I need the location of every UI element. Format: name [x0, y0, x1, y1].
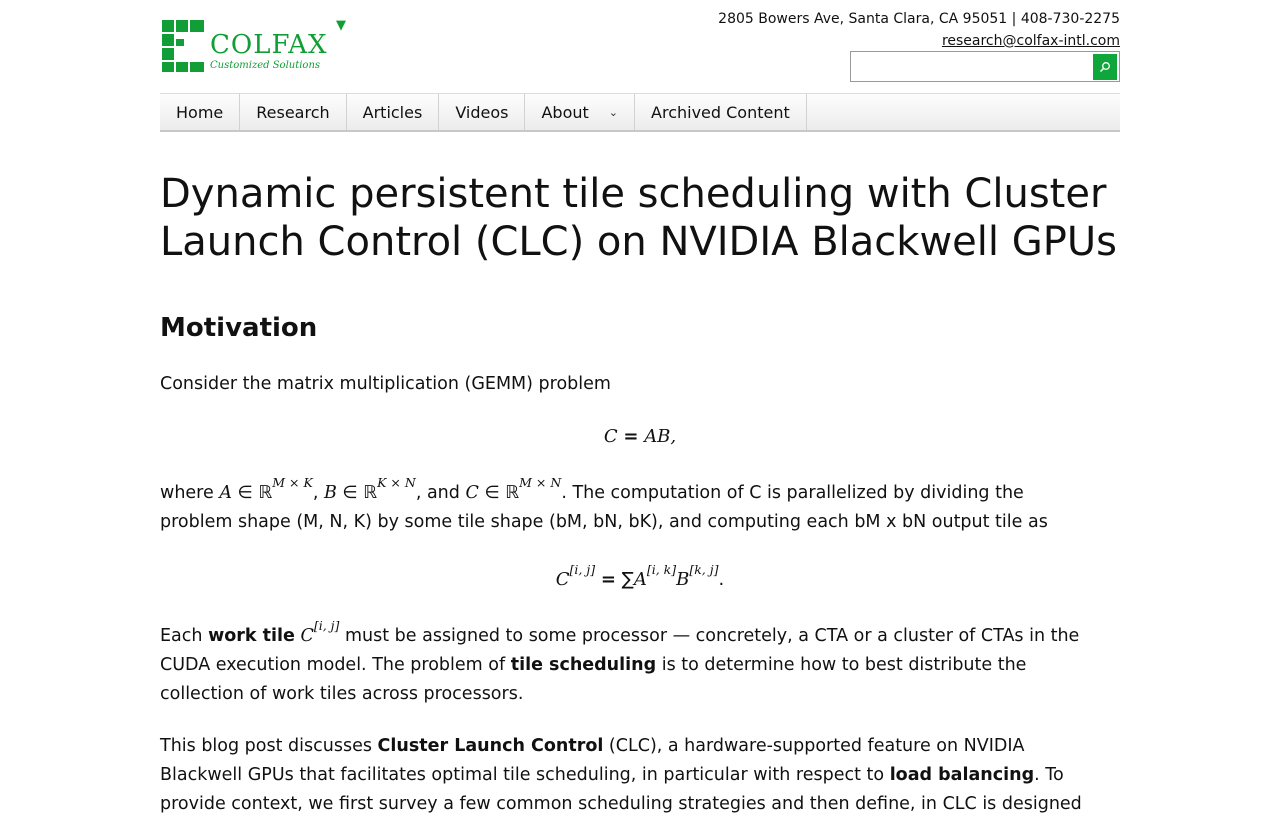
brand-tagline: Customized Solutions — [210, 60, 321, 71]
contact-info — [718, 8, 1120, 52]
text: . The computation of C is parallelized by dividing the — [561, 483, 1024, 503]
bold-term: load balancing — [889, 765, 1035, 785]
math-symbol: ℝ — [505, 483, 520, 503]
nav-label: About — [541, 102, 589, 122]
nav-label: Articles — [362, 102, 423, 122]
work-tile-paragraph — [160, 618, 1120, 709]
text: , and — [415, 483, 460, 503]
text: must be assigned to some processor — concretely, a CTA or a cluster of CTAs in the — [339, 626, 1080, 646]
clc-paragraph — [160, 732, 1120, 819]
eq-symbol: AB, — [644, 426, 677, 447]
math-symbol: ∈ — [484, 483, 500, 503]
search-icon — [1099, 61, 1111, 73]
where-paragraph — [160, 475, 1120, 537]
logo-mark-icon — [160, 18, 206, 72]
intro-paragraph: Consider the matrix multiplication (GEMM) problem — [160, 374, 611, 394]
page-title: Dynamic persistent tile scheduling with Cluster Launch Control (CLC) on NVIDIA Blackwell GPUs — [160, 171, 1117, 265]
nav-item-about[interactable] — [525, 94, 635, 130]
eq-sum: ∑ — [621, 569, 634, 590]
math-symbol: C — [465, 483, 479, 503]
text: (CLC), a hardware-supported feature on NVIDIA — [603, 736, 1025, 756]
search-box — [850, 51, 1120, 82]
email-link[interactable]: research@colfax-intl.com — [941, 33, 1120, 49]
site-logo[interactable] — [160, 18, 328, 76]
bold-term: work tile — [208, 626, 295, 646]
section-heading: Motivation — [160, 313, 318, 343]
nav-item-articles[interactable] — [347, 94, 440, 130]
equation-gemm — [160, 422, 1120, 452]
text: , — [312, 483, 319, 503]
eq-operator: = — [600, 569, 616, 590]
brand-name: COLFAX — [210, 30, 328, 60]
nav-label: Research — [256, 102, 330, 122]
math-superscript: M × K — [272, 475, 313, 490]
chevron-down-icon[interactable]: ⌄ — [608, 105, 619, 119]
eq-symbol: A — [633, 569, 647, 590]
text: where — [160, 483, 214, 503]
text: . To — [1034, 765, 1064, 785]
eq-superscript: [i, k] — [646, 562, 677, 577]
nav-label: Home — [176, 102, 224, 122]
math-superscript: M × N — [519, 475, 562, 490]
eq-symbol: B — [676, 569, 690, 590]
math-superscript: K × N — [377, 475, 416, 490]
nav-label: Archived Content — [651, 102, 790, 122]
eq-symbol: C — [603, 426, 618, 447]
nav-item-home[interactable] — [160, 94, 240, 130]
bold-term: tile scheduling — [510, 655, 657, 675]
menu-toggle-triangle-icon[interactable]: ▼ — [336, 18, 346, 33]
math-symbol: ℝ — [363, 483, 378, 503]
eq-period: . — [718, 569, 725, 590]
eq-operator: = — [623, 426, 639, 447]
math-symbol: ℝ — [258, 483, 273, 503]
text: collection of work tiles across processors. — [160, 684, 524, 704]
text: Blackwell GPUs that facilitates optimal tile scheduling, in particular with respect to — [160, 765, 885, 785]
nav-label: Videos — [455, 102, 509, 122]
text: problem shape (M, N, K) by some tile shape (bM, bN, bK), and computing each bM x bN output tile as — [160, 512, 1048, 532]
math-symbol: ∈ — [237, 483, 253, 503]
search-input[interactable] — [851, 52, 1091, 81]
text: This blog post discusses — [160, 736, 372, 756]
equation-tile — [160, 562, 1120, 596]
text: Each — [160, 626, 203, 646]
bold-term: Cluster Launch Control — [377, 736, 604, 756]
text: is to determine how to best distribute the — [656, 655, 1027, 675]
address-text: 2805 Bowers Ave, Santa Clara, CA 95051 | 408-730-2275 — [718, 11, 1120, 27]
math-symbol: C — [300, 626, 314, 646]
search-button[interactable] — [1093, 54, 1117, 80]
text: provide context, we first survey a few common scheduling strategies and then define, in CLC is designed — [160, 794, 1082, 814]
nav-item-archived-content[interactable] — [635, 94, 807, 130]
nav-item-videos[interactable] — [439, 94, 525, 130]
eq-superscript: [k, j] — [689, 562, 719, 577]
eq-superscript: [i, j] — [569, 562, 596, 577]
nav-item-research[interactable] — [240, 94, 346, 130]
math-symbol: ∈ — [342, 483, 358, 503]
main-nav — [160, 93, 1120, 132]
eq-symbol: C — [555, 569, 570, 590]
text: CUDA execution model. The problem of — [160, 655, 506, 675]
math-symbol: A — [219, 483, 232, 503]
page — [160, 0, 1120, 814]
math-symbol: B — [323, 483, 337, 503]
math-superscript: [i, j] — [313, 618, 340, 633]
